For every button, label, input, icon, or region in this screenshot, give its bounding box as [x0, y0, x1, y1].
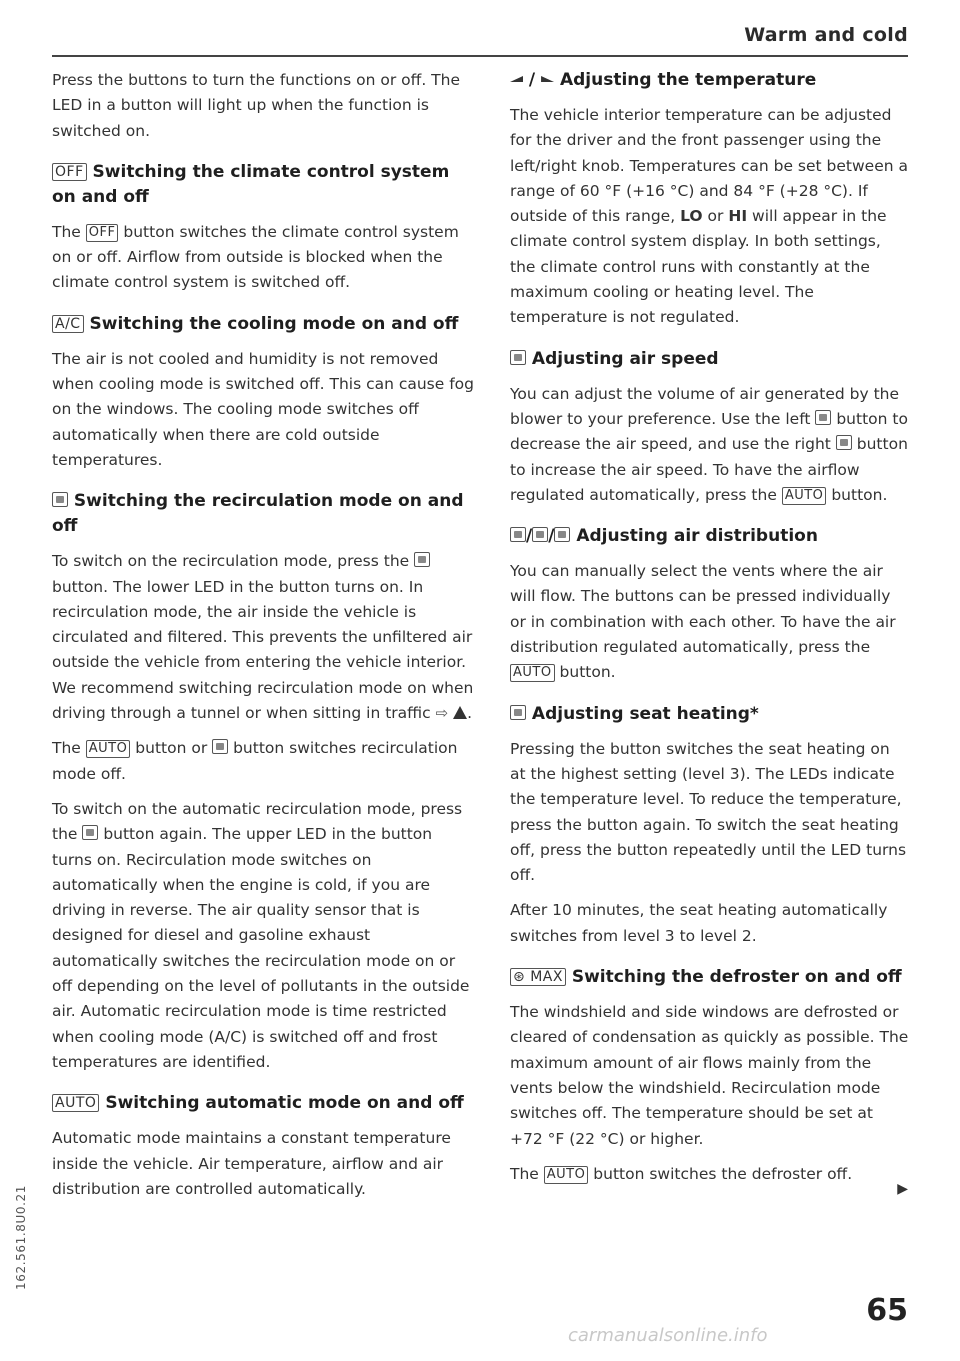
auto-key-inline-icon-3: AUTO — [510, 664, 555, 682]
dist-text-1: You can manually select the vents where the air will flow. The buttons can be pressed individually or in combination with each other. To have the air distribution regulated automatically, press the — [510, 562, 896, 657]
recirc-p2-post: button switches recirculation mode off. — [52, 739, 458, 783]
dist-heading-text: Adjusting air distribution — [576, 526, 818, 547]
seat-heading-text: Adjusting seat heating* — [531, 703, 759, 724]
page-number: 65 — [866, 1293, 908, 1328]
temp-heading-text: Adjusting the temperature — [559, 70, 817, 90]
air-text-4: button. — [831, 485, 888, 504]
temp-up-icon — [541, 76, 554, 82]
dist-sep-2: / — [548, 526, 555, 547]
recirc-paragraph-3 — [52, 797, 476, 1075]
section-title: Warm and cold — [744, 24, 908, 46]
warning-triangle-icon — [453, 706, 467, 719]
max-label: MAX — [530, 969, 563, 986]
temp-or: or — [707, 207, 724, 226]
air-paragraph — [510, 382, 910, 508]
auto-key-inline-icon-4: AUTO — [544, 1166, 589, 1184]
off-key-inline-icon: OFF — [86, 224, 119, 242]
recirc-p1-post: button. The lower LED in the button turns on. In recirculation mode, the air inside the vehicle is circulated and filtered. This prevents the unfiltered air outside the vehicle from entering the vehicle interior. We recommend switching recirculation mode on when driving through a tunnel or when sitting in traffic — [52, 577, 474, 723]
recirc-paragraph-2 — [52, 736, 476, 787]
off-key-icon: OFF — [52, 163, 87, 181]
dist-sep-1: / — [526, 526, 533, 547]
temp-text-2: will appear in the climate control system display. In both settings, the climate control runs with constantly at the maximum cooling or heating level. The temperature is not regulated. — [510, 207, 887, 327]
vent-middle-icon — [532, 527, 548, 542]
seat-heading — [510, 702, 910, 727]
watermark: carmanualsonline.info — [568, 1325, 768, 1346]
recirc-heading — [52, 489, 476, 539]
defrost-heading-text: Switching the defroster on and off — [571, 967, 902, 988]
auto-heading — [52, 1091, 476, 1116]
recirc-heading-text: Switching the recirculation mode on and off — [52, 491, 464, 537]
off-text-post: button switches the climate control system on or off. Airflow from outside is blocked when the climate control system is switched off. — [52, 222, 459, 292]
defrost-text-2-pre: The — [510, 1164, 539, 1183]
off-paragraph — [52, 220, 476, 296]
recirculation-inline-icon — [414, 552, 430, 567]
defrost-paragraph: The windshield and side windows are defrosted or cleared of condensation as quickly as possible. The maximum amount of air flows mainly from the vents below the windshield. Recirculation mode switches off. The temperature should be set at +72 °F (22 °C) or higher. — [510, 1003, 909, 1148]
dist-text-2: button. — [559, 663, 616, 682]
left-column — [52, 68, 476, 1212]
vent-upper-icon — [510, 527, 526, 542]
temp-lo: LO — [680, 207, 703, 226]
recirc-paragraph-1: To switch on the recirculation mode, press the button. The lower LED in the button turns on. In recirculation mode, the air inside the vehicle is circulated and filtered. This prevents the unfiltered air outside the vehicle from entering the vehicle interior. We recommend switching recirculation mode on when driving through a tunnel or when sitting in traffic ⇨ . — [52, 552, 474, 723]
air-text-1: You can adjust the volume of air generated by the blower to your preference. Use the left — [510, 384, 900, 428]
defrost-heading — [510, 965, 910, 990]
vent-footwell-icon — [554, 527, 570, 542]
header-divider — [52, 55, 908, 57]
recirc-p1-pre: To switch on the recirculation mode, press the — [52, 552, 410, 571]
fan-left-inline-icon — [815, 410, 831, 425]
temp-hi: HI — [728, 207, 748, 226]
defrost-text-2-post: button switches the defroster off. — [593, 1164, 853, 1183]
recirc-p2-pre: The — [52, 739, 81, 758]
auto-key-inline-icon: AUTO — [86, 740, 131, 758]
auto-key-inline-icon-2: AUTO — [782, 487, 827, 505]
document-code: 162.561.8U0.21 — [14, 1185, 28, 1290]
ac-heading-text: Switching the cooling mode on and off — [89, 313, 459, 334]
dist-paragraph — [510, 559, 910, 685]
ac-key-icon: A/C — [52, 315, 84, 333]
auto-heading-text: Switching automatic mode on and off — [105, 1093, 464, 1114]
cross-reference-arrow-icon: ⇨ — [435, 704, 449, 723]
seat-paragraph: Pressing the button switches the seat heating on at the highest setting (level 3). The LEDs indicate the temperature level. To reduce the temperature, press the button again. To switch the seat heating off, press the button repeatedly until the LED turns off. — [510, 739, 907, 885]
air-text-2: button to decrease the air speed, and use the right — [510, 409, 908, 454]
continue-arrow-icon: ▶ — [897, 1181, 908, 1197]
fan-icon — [510, 350, 526, 365]
temp-text-1: The vehicle interior temperature can be adjusted for the driver and the front passenger using the left/right knob. Temperatures can be set between a range of 60 °F (+16 °C) and 84 °F (+28 °C). If outside of this range, — [510, 106, 908, 226]
recirc-p3-post: button again. The upper LED in the button turns on. Recirculation mode switches on automatically when the engine is cold, if you are driving in reverse. The air quality sensor that is designed for diesel and gasoline exhaust automatically switches the recirculation mode on or off depending on the level of pollutants in the outside air. Automatic recirculation mode is time restricted when cooling mode (A/C) is switched off and frost temperatures are identified. — [52, 825, 470, 1071]
ac-paragraph: The air is not cooled and humidity is not removed when cooling mode is switched off. This can cause fog on the windows. The cooling mode switches off automatically when there are cold outside temperatures. — [52, 349, 475, 469]
dist-heading — [510, 524, 910, 549]
temp-heading-sep: / — [528, 70, 536, 90]
air-text-3: button to increase the air speed. To have the airflow regulated automatically, press the — [510, 435, 908, 504]
off-heading — [52, 160, 476, 210]
seat-paragraph-2: After 10 minutes, the seat heating automatically switches from level 3 to level 2. — [510, 901, 888, 945]
recirc-p2-mid: button or — [135, 739, 208, 758]
fan-right-inline-icon — [836, 435, 852, 450]
intro-paragraph: Press the buttons to turn the functions on or off. The LED in a button will light up when the function is switched on. — [52, 71, 460, 140]
auto-paragraph: Automatic mode maintains a constant temperature inside the vehicle. Air temperature, airflow and air distribution are controlled automatically. — [52, 1129, 451, 1198]
temp-paragraph — [510, 103, 910, 331]
air-heading-text: Adjusting air speed — [531, 348, 719, 369]
defrost-max-key-icon: ⊛ MAX — [510, 968, 566, 986]
recirc-p3-pre: To switch on the automatic recirculation mode, press the — [52, 799, 463, 844]
air-heading — [510, 347, 910, 372]
temp-down-icon — [510, 76, 523, 82]
ac-heading — [52, 312, 476, 337]
defrost-paragraph-2 — [510, 1162, 910, 1187]
right-column — [510, 68, 910, 1197]
defrost-inline-icon — [212, 739, 228, 754]
auto-key-icon: AUTO — [52, 1094, 99, 1112]
temp-heading — [510, 68, 910, 93]
seat-heating-icon — [510, 705, 526, 720]
recirculation-icon — [52, 492, 68, 507]
off-text-pre: The — [52, 222, 81, 241]
off-heading-text: Switching the climate control system on and off — [52, 161, 450, 207]
recirculation-inline-icon-2 — [82, 825, 98, 840]
